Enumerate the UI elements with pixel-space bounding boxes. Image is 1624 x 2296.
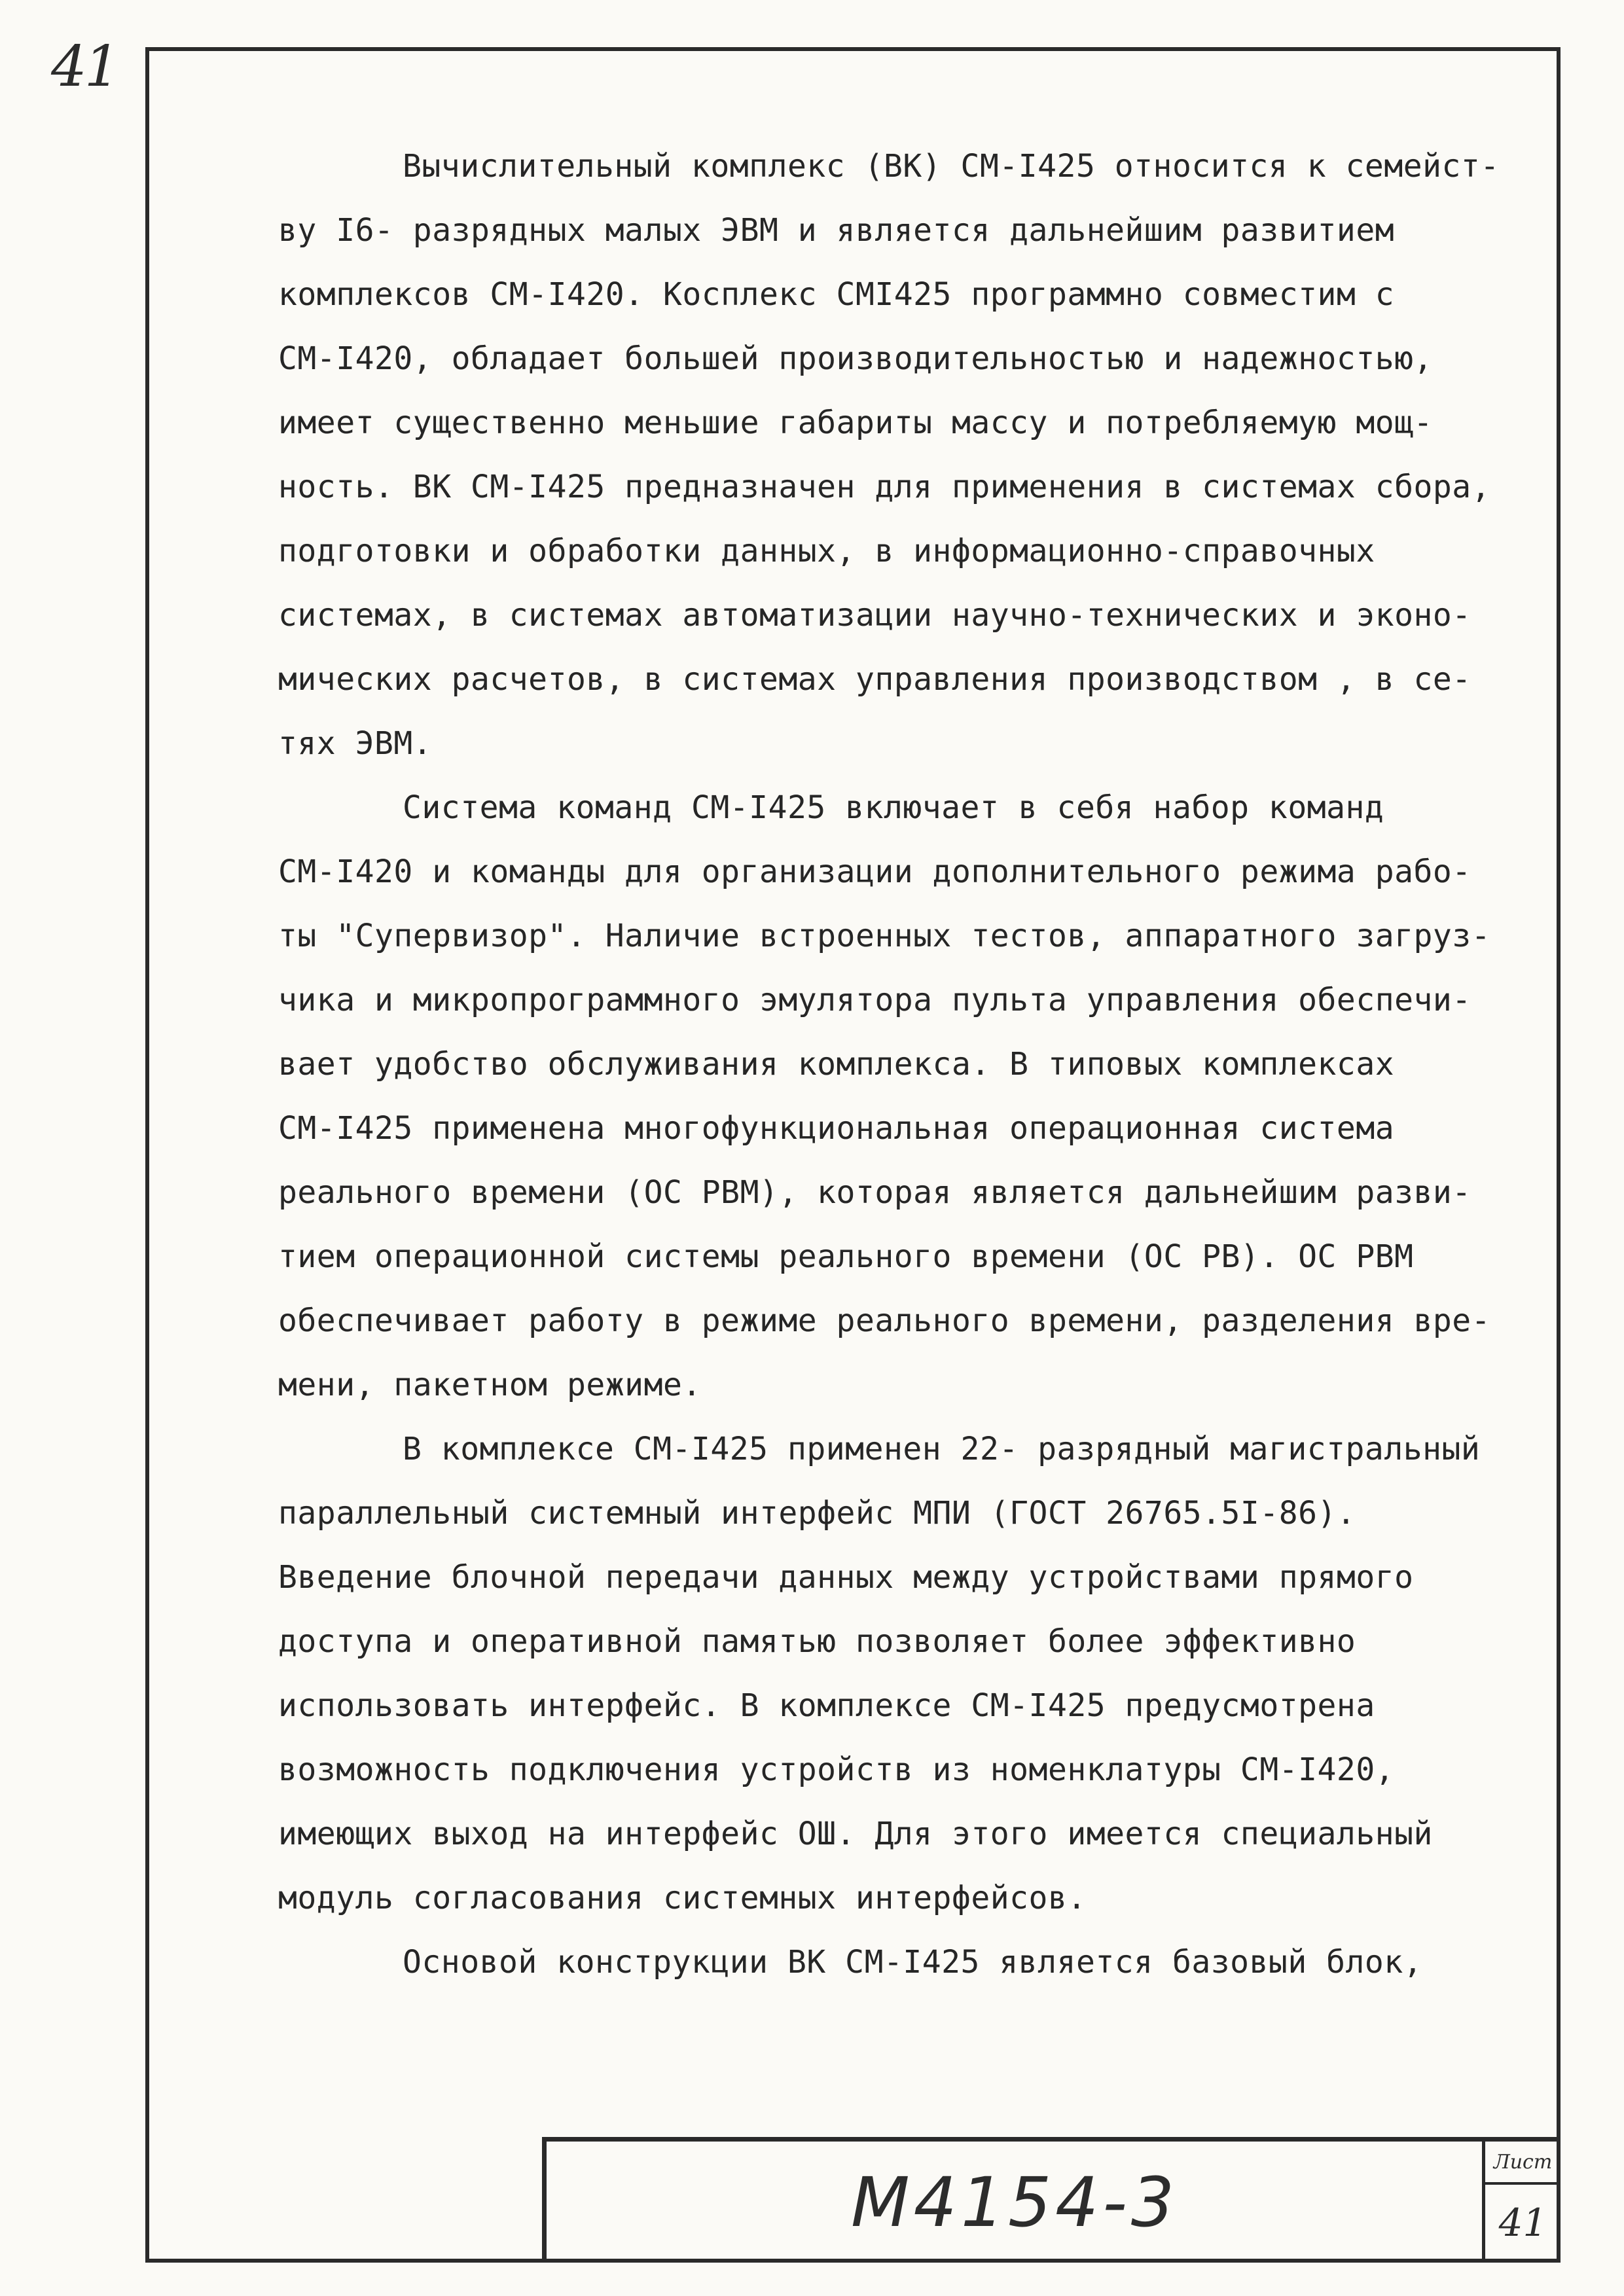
text-line: ность. ВК СМ-I425 предназначен для применения в системах сбора, (278, 469, 1491, 505)
text-line: комплексов СМ-I420. Косплекс СМI425 программно совместим с (278, 276, 1395, 313)
text-line: В комплексе СМ-I425 применен 22- разрядный магистральный (403, 1431, 1481, 1467)
sheet-label: Лист (1485, 2142, 1561, 2185)
document-body (278, 134, 1548, 1994)
text-line: доступа и оперативной памятью позволяет более эффективно (278, 1623, 1356, 1660)
sheet-box (1482, 2142, 1561, 2263)
text-line: параллельный системный интерфейс МПИ (ГОСТ 26765.5I-86). (278, 1495, 1356, 1532)
text-line: Основой конструкции ВК СМ-I425 является базовый блок, (403, 1944, 1423, 1981)
text-line: Вычислительный комплекс (ВК) СМ-I425 относится к семейст- (403, 148, 1500, 185)
document-code: М4154-3 (850, 2162, 1179, 2242)
text-line: ву I6- разрядных малых ЭВМ и является дальнейшим развитием (278, 212, 1395, 249)
corner-page-number: 41 (51, 34, 118, 99)
sheet-number: 41 (1498, 2200, 1547, 2245)
text-line: Введение блочной передачи данных между устройствами прямого (278, 1559, 1414, 1596)
text-line: имеет существенно меньшие габариты массу и потребляемую мощ- (278, 404, 1433, 441)
text-line: СМ-I420, обладает большей производительностью и надежностью, (278, 340, 1433, 377)
text-line: чика и микропрограммного эмулятора пульта управления обеспечи- (278, 982, 1471, 1018)
text-line: системах, в системах автоматизации научно-технических и эконо- (278, 597, 1471, 634)
text-line: реального времени (ОС РВМ), которая является дальнейшим разви- (278, 1174, 1471, 1211)
text-line: имеющих выход на интерфейс ОШ. Для этого имеется специальный (278, 1816, 1433, 1852)
text-line: ты "Супервизор". Наличие встроенных тестов, аппаратного загруз- (278, 918, 1491, 954)
text-line: модуль согласования системных интерфейсов. (278, 1880, 1087, 1916)
text-line: возможность подключения устройств из номенклатуры СМ-I420, (278, 1751, 1395, 1788)
text-line: Система команд СМ-I425 включает в себя набор команд (403, 789, 1384, 826)
text-line: вает удобство обслуживания комплекса. В типовых комплексах (278, 1046, 1395, 1083)
text-line: мени, пакетном режиме. (278, 1367, 702, 1403)
text-line: подготовки и обработки данных, в информационно-справочных (278, 533, 1375, 569)
text-line: тием операционной системы реального времени (ОС РВ). ОС РВМ (278, 1238, 1414, 1275)
text-line: СМ-I420 и команды для организации дополнительного режима рабо- (278, 853, 1471, 890)
text-line: СМ-I425 применена многофункциональная операционная система (278, 1110, 1395, 1147)
text-line: тях ЭВМ. (278, 725, 433, 762)
text-line: использовать интерфейс. В комплексе СМ-I425 предусмотрена (278, 1687, 1375, 1724)
title-block-stamp (542, 2137, 1561, 2263)
text-line: мических расчетов, в системах управления производством , в се- (278, 661, 1471, 698)
text-line: обеспечивает работу в режиме реального времени, разделения вре- (278, 1302, 1491, 1339)
